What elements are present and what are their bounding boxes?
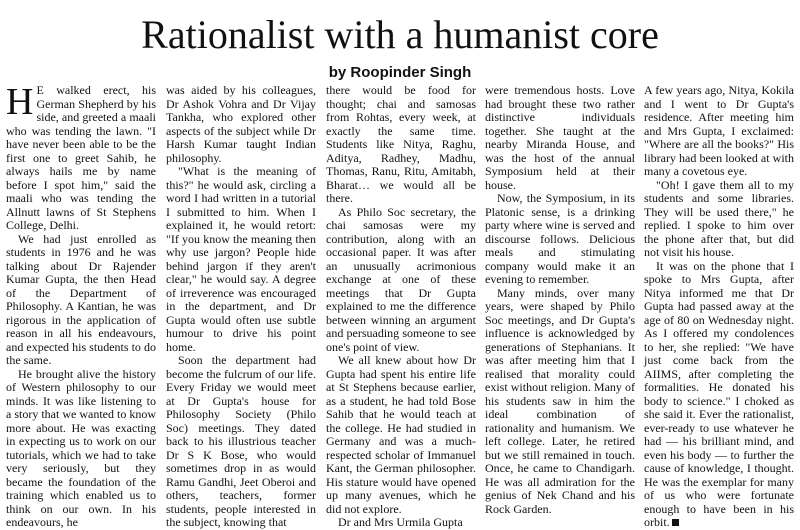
paragraph: We had just enrolled as students in 1976 and he was talking about Dr Rajender Kumar Gupta, the then Head of the Department of Philosophy. A Kantian, he was rigorous in the application of reason in all his endeavours, and expected his students to do the same. — [6, 231, 156, 367]
paragraph: Dr and Mrs Urmila Gupta — [338, 515, 463, 529]
paragraph: "Oh! I gave them all to my students and some libraries. They will be used there," he replied. I spoke to him over the phone after that, but did not visit his house. — [644, 177, 794, 259]
paragraph: Soon the department had become the fulcrum of our life. Every Friday we would meet at Dr Gupta's house for Philosophy Society (Philo Soc) meetings. They dated back to his illustrious teacher Dr S K Bose, who would sometimes drop in as would Ramu Gandhi, Jeet Oberoi and others, teachers, former students, people interested in the subject, knowing that — [166, 353, 316, 529]
article-title: Rationalist with a humanist core — [141, 12, 659, 57]
article-body — [6, 81, 796, 529]
paragraph: there would be food for thought; chai and samosas from Rohtas, every week, at exactly the same time. Students like Nitya, Raghu, Aditya, Radhey, Madhu, Thomas, Ranu, Ritu, Amitabh, Bharat… we would all be there. — [326, 83, 476, 205]
paragraph: As Philo Soc secretary, the chai samosas were my contribution, along with an occasional paper. It was after an unusually acrimonious exchange at one of these meetings that Dr Gupta explained to me the difference between winning an argument and persuading someone to see one's point of view. — [326, 204, 476, 354]
drop-cap: H — [6, 81, 34, 123]
paragraph: A few years ago, Nitya, Kokila and I went to Dr Gupta's residence. After meeting him and Mrs Gupta, I exclaimed: "Where are all the books?" His library had been looked at with many a covetous eye. — [644, 83, 794, 178]
column-5 — [644, 83, 794, 529]
paragraph: H E walked erect, his German Shepherd by his side, and greeted a maali who was tending the lawn. "I have never been able to be the first one to greet Sahib, he always hails me by name before I spot him," said the maali who was tending the Allnutt lawns of St Stephens College, Delhi. — [6, 81, 156, 232]
paragraph: It was on the phone that I spoke to Mrs Gupta, after Nitya informed me that Dr Gupta had passed away at the age of 80 on Wednesday night. As I offered my condolences to her, she replied: "We have just come back from the AIIMS, after completing the formalities. He donated his body to science." I choked as she said it. Ever the rationalist, ever-ready to use whatever he had — his brilliant mind, and even his body — to further the cause of knowledge, I thought. He was the exemplar for many of us who were fortunate enough to have been in his orbit. — [644, 258, 794, 529]
paragraph: He brought alive the history of Western philosophy to our minds. It was like listening to a story that we wanted to know more about. He was exacting in expecting us to work on our tutorials, which we had to take very seriously, but they became the foundation of the training which enabled us to think on our own. In his endeavours, he — [6, 366, 156, 529]
column-1 — [6, 81, 156, 529]
column-4 — [485, 83, 635, 516]
paragraph: "What is the meaning of this?" he would ask, circling a word I had written in a tutorial I submitted to him. When I explained it, he would retort: "If you know the meaning then why use jargon? People hide behind jargon if they aren't clear," he would say. A degree of irreverence was encouraged in the department, and Dr Gupta would often use subtle humour to drive his point home. — [166, 164, 316, 354]
article-byline: by Roopinder Singh — [328, 64, 472, 81]
end-of-article-mark — [672, 519, 679, 526]
paragraph: We all knew about how Dr Gupta had spent his entire life at St Stephens because earlier, as a student, he had told Bose Sahib that he would teach at the college. He had studied in Germany and was a much-respected scholar of Immanuel Kant, the German philosopher. His stature would have opened up many avenues, which he did not explore. — [326, 353, 476, 516]
paragraph: was aided by his colleagues, Dr Ashok Vohra and Dr Vijay Tankha, who explored other aspects of the subject while Dr Harsh Kumar taught Indian philosophy. — [166, 83, 316, 165]
column-2 — [166, 83, 316, 529]
paragraph: were tremendous hosts. Love had brought these two rather distinctive individuals together. She taught at the nearby Miranda House, and was the host of the annual Symposium held at their house. — [485, 83, 635, 192]
paragraph: Many minds, over many years, were shaped by Philo Soc meetings, and Dr Gupta's influence is acknowledged by generations of Stephanians. It was after meeting him that I realised that morality could exist without religion. Many of his students saw in him the ideal combination of rationality and humanism. We left college. Later, he retired but we still remained in touch. Once, he came to Chandigarh. He was all admiration for the genius of Nek Chand and his Rock Garden. — [485, 285, 635, 516]
paragraph: Now, the Symposium, in its Platonic sense, is a drinking party where wine is served and discourse follows. Delicious meals and stimulating company would make it an evening to remember. — [485, 191, 635, 286]
column-3 — [326, 83, 476, 529]
